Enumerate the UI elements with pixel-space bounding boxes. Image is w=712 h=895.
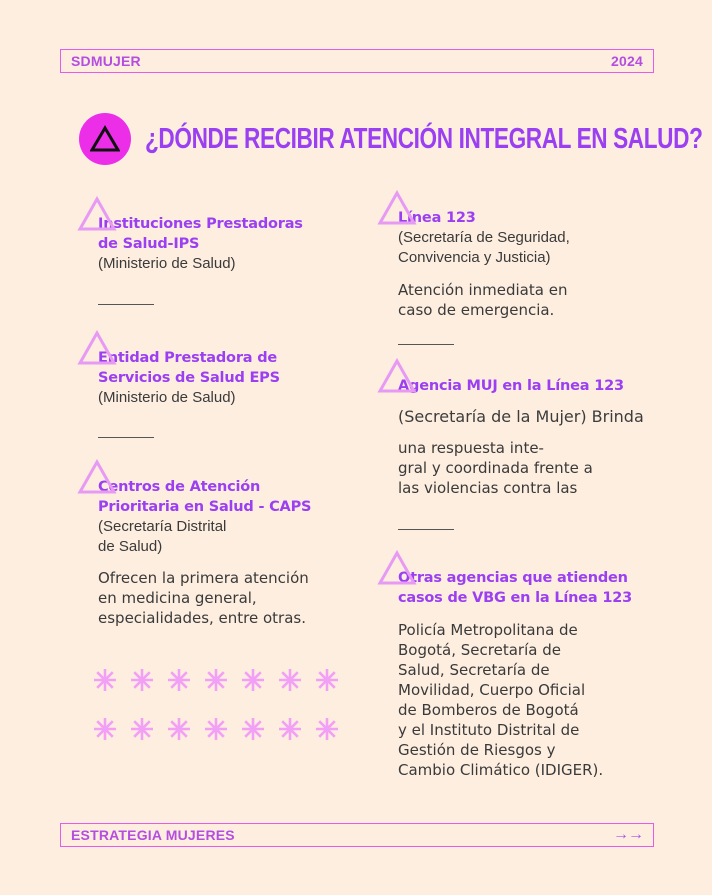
entry-agencia-muj — [398, 376, 624, 396]
divider — [98, 304, 154, 305]
entry-description: Policía Metropolitana de Bogotá, Secretaría de Salud, Secretaría de Movilidad, Cuerpo Oficial de Bomberos de Bogotá y el Instituto Distrital de Gestión de Riesgos y Cambio Climático (IDIGER). — [398, 621, 604, 779]
entry-title: Agencia MUJ en la Línea 123 — [398, 378, 624, 394]
star-row — [93, 717, 339, 741]
asterisk-icon — [93, 668, 117, 692]
asterisk-icon — [204, 668, 228, 692]
asterisk-icon — [204, 717, 228, 741]
title-badge — [79, 113, 131, 165]
divider — [398, 344, 454, 345]
triangle-outline-icon — [377, 550, 417, 586]
footer-bar — [60, 823, 654, 847]
entry-eps — [98, 348, 280, 408]
asterisk-icon — [241, 717, 265, 741]
header-year: 2024 — [611, 53, 643, 69]
entry-title: Instituciones Prestadoras de Salud-IPS — [98, 216, 303, 252]
triangle-outline-icon — [77, 330, 117, 366]
entry-description: Ofrecen la primera atención en medicina general, especialidades, entre otras. — [98, 569, 309, 627]
next-arrow-icon[interactable]: →→ — [613, 826, 643, 843]
entry-title: Otras agencias que atienden casos de VBG en la Línea 123 — [398, 570, 633, 606]
entry-otras-agencias — [398, 568, 632, 608]
triangle-outline-icon — [377, 358, 417, 394]
asterisk-icon — [130, 668, 154, 692]
asterisk-icon — [167, 717, 191, 741]
title-block — [79, 113, 712, 165]
triangle-icon — [90, 125, 120, 153]
footer-label: ESTRATEGIA MUJERES — [71, 827, 235, 843]
asterisk-icon — [93, 717, 117, 741]
entry-organization: (Ministerio de Salud) — [98, 389, 236, 406]
triangle-outline-icon — [377, 190, 417, 226]
asterisk-icon — [315, 668, 339, 692]
asterisk-icon — [167, 668, 191, 692]
entry-linea-123 — [398, 208, 570, 268]
triangle-outline-icon — [77, 459, 117, 495]
divider — [398, 529, 454, 530]
asterisk-icon — [278, 717, 302, 741]
header-bar — [60, 49, 654, 73]
asterisk-icon — [315, 717, 339, 741]
entry-organization: (Ministerio de Salud) — [98, 255, 236, 272]
entry-organization: (Secretaría de Seguridad, Convivencia y Justicia) — [398, 229, 570, 266]
asterisk-icon — [241, 668, 265, 692]
entry-organization: (Secretaría de la Mujer) Brinda — [398, 407, 644, 426]
star-row — [93, 668, 339, 692]
asterisk-icon — [278, 668, 302, 692]
entry-organization: (Secretaría Distrital de Salud) — [98, 518, 227, 555]
divider — [98, 437, 154, 438]
triangle-outline-icon — [77, 196, 117, 232]
entry-title: Entidad Prestadora de Servicios de Salud EPS — [98, 350, 280, 386]
asterisk-icon — [130, 717, 154, 741]
entry-description: Atención inmediata en caso de emergencia. — [398, 281, 568, 319]
page-title: ¿DÓNDE RECIBIR ATENCIÓN INTEGRAL EN SALUD? — [145, 122, 703, 155]
header-brand: SDMUJER — [71, 53, 141, 69]
entry-caps — [98, 477, 311, 557]
entry-description: una respuesta inte- gral y coordinada frente a las violencias contra las — [398, 439, 593, 497]
entry-ips — [98, 214, 303, 274]
entry-title: Línea 123 — [398, 210, 476, 226]
entry-title: Centros de Atención Prioritaria en Salud - CAPS — [98, 479, 312, 515]
